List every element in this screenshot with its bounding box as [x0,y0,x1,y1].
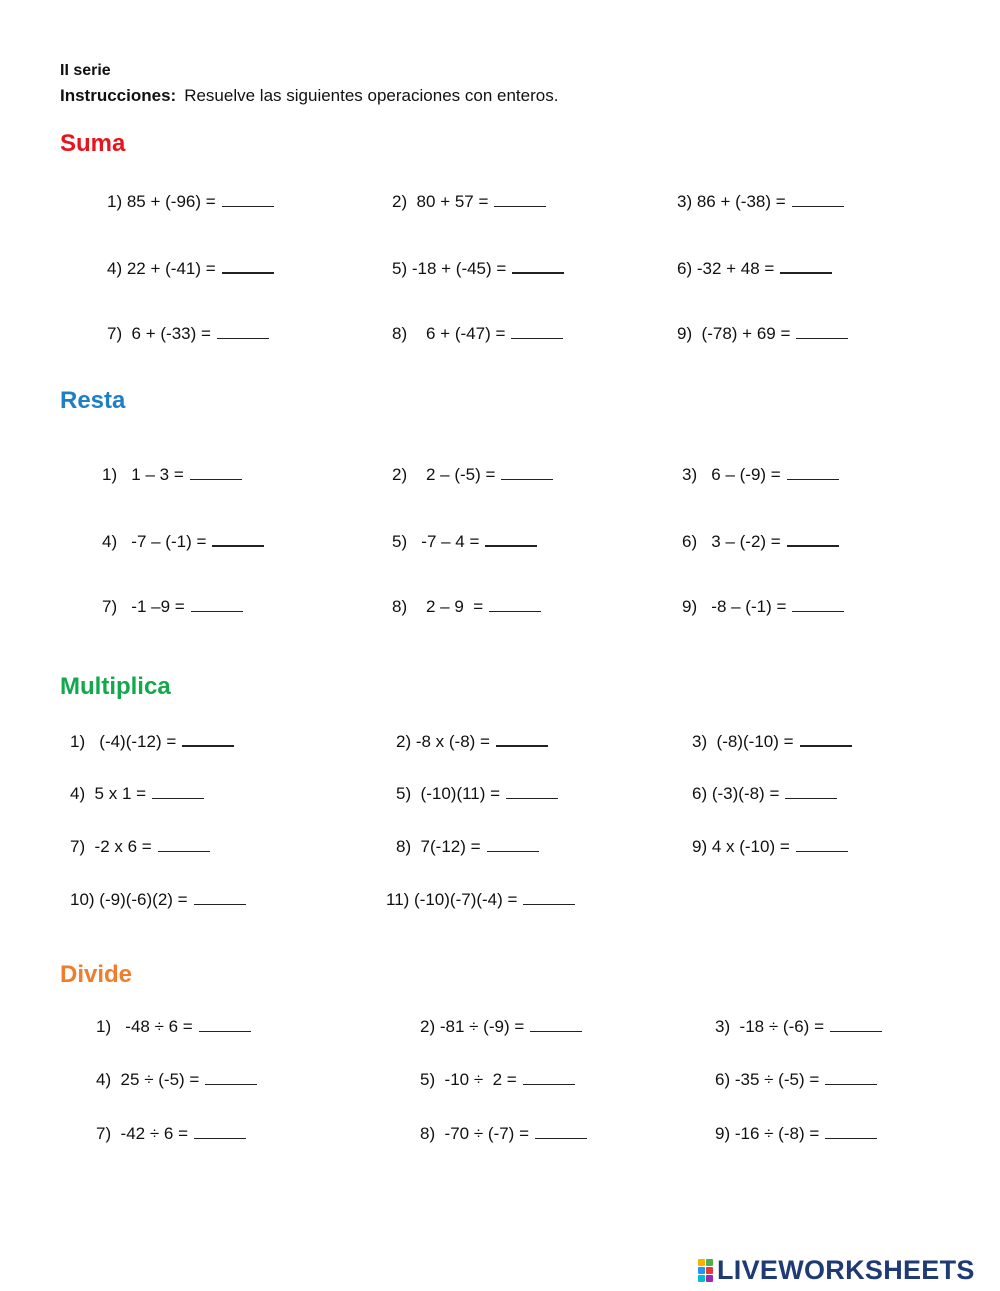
resta-problem-1[interactable]: 1) 1 – 3 = [102,465,242,485]
multiplica-problem-11[interactable]: 11) (-10)(-7)(-4) = [386,890,575,910]
resta-problem-9[interactable]: 9) -8 – (-1) = [682,597,844,617]
resta-problem-2[interactable]: 2) 2 – (-5) = [392,465,553,485]
multiplica-problem-1[interactable]: 1) (-4)(-12) = [70,731,234,752]
suma-problem-4[interactable]: 4) 22 + (-41) = [107,258,274,279]
divide-problem-1[interactable]: 1) -48 ÷ 6 = [96,1017,251,1037]
resta-problem-3[interactable]: 3) 6 – (-9) = [682,465,839,485]
suma-problem-1[interactable]: 1) 85 + (-96) = [107,192,274,212]
resta-problem-6[interactable]: 6) 3 – (-2) = [682,531,839,552]
resta-problem-7[interactable]: 7) -1 –9 = [102,597,243,617]
liveworksheets-logo [698,1255,975,1286]
multiplica-problem-9[interactable]: 9) 4 x (-10) = [692,837,848,857]
divide-problem-2[interactable]: 2) -81 ÷ (-9) = [420,1017,582,1037]
divide-problem-5[interactable]: 5) -10 ÷ 2 = [420,1070,575,1090]
multiplica-problem-5[interactable]: 5) (-10)(11) = [396,784,558,804]
multiplica-problem-7[interactable]: 7) -2 x 6 = [70,837,210,857]
suma-problem-3[interactable]: 3) 86 + (-38) = [677,192,844,212]
divide-problem-7[interactable]: 7) -42 ÷ 6 = [96,1124,246,1144]
section-title-multiplica: Multiplica [60,673,171,700]
suma-problem-9[interactable]: 9) (-78) + 69 = [677,324,848,344]
instructions-text: Resuelve las siguientes operaciones con enteros. [184,86,559,105]
multiplica-problem-10[interactable]: 10) (-9)(-6)(2) = [70,890,246,910]
multiplica-problem-4[interactable]: 4) 5 x 1 = [70,784,204,804]
resta-problem-5[interactable]: 5) -7 – 4 = [392,531,537,552]
suma-problem-5[interactable]: 5) -18 + (-45) = [392,258,564,279]
resta-problem-4[interactable]: 4) -7 – (-1) = [102,531,264,552]
section-title-suma: Suma [60,130,126,157]
liveworksheets-logo-icon [698,1259,713,1282]
divide-problem-9[interactable]: 9) -16 ÷ (-8) = [715,1124,877,1144]
suma-problem-7[interactable]: 7) 6 + (-33) = [107,324,269,344]
suma-problem-8[interactable]: 8) 6 + (-47) = [392,324,563,344]
section-title-resta: Resta [60,387,126,414]
divide-problem-8[interactable]: 8) -70 ÷ (-7) = [420,1124,587,1144]
liveworksheets-logo-text: LIVEWORKSHEETS [717,1255,975,1285]
resta-problem-8[interactable]: 8) 2 – 9 = [392,597,541,617]
series-label: II serie [60,62,111,79]
section-title-divide: Divide [60,961,133,988]
suma-problem-6[interactable]: 6) -32 + 48 = [677,258,832,279]
multiplica-problem-8[interactable]: 8) 7(-12) = [396,837,539,857]
divide-problem-4[interactable]: 4) 25 ÷ (-5) = [96,1070,257,1090]
multiplica-problem-2[interactable]: 2) -8 x (-8) = [396,731,548,752]
multiplica-problem-3[interactable]: 3) (-8)(-10) = [692,731,852,752]
divide-problem-3[interactable]: 3) -18 ÷ (-6) = [715,1017,882,1037]
instructions-label: Instrucciones: [60,86,177,105]
instructions [60,86,558,106]
divide-problem-6[interactable]: 6) -35 ÷ (-5) = [715,1070,877,1090]
suma-problem-2[interactable]: 2) 80 + 57 = [392,192,546,212]
multiplica-problem-6[interactable]: 6) (-3)(-8) = [692,784,837,804]
